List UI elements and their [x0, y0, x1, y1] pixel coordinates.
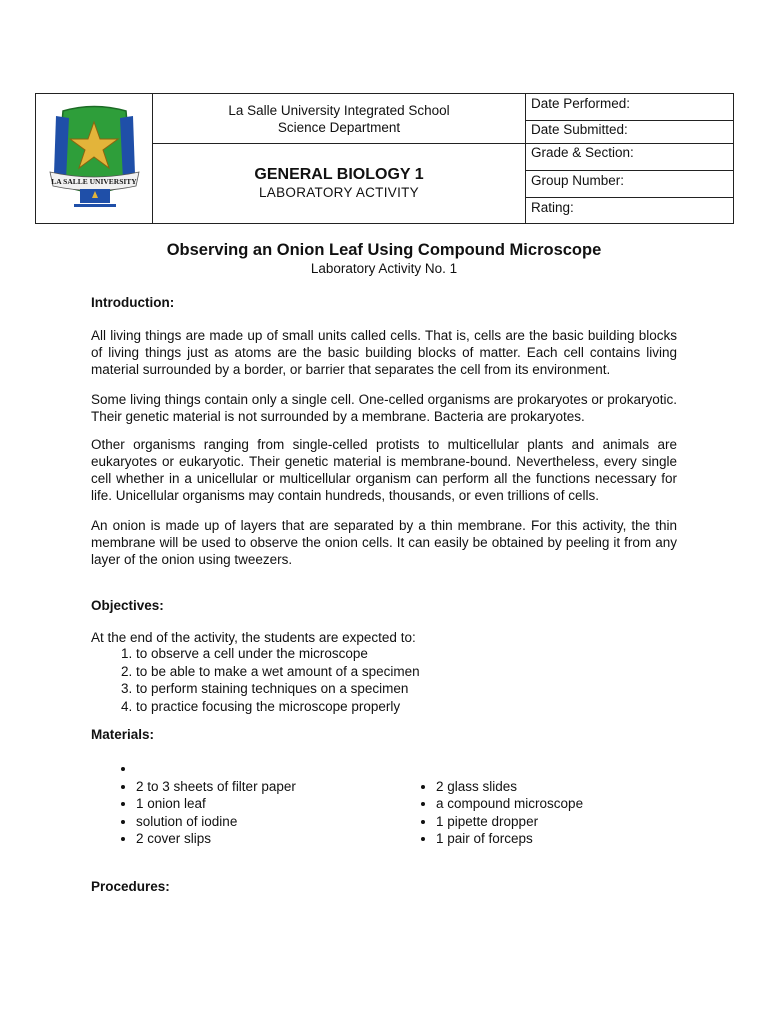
date-submitted-field[interactable]: Date Submitted:	[526, 121, 734, 144]
intro-paragraph-4: An onion is made up of layers that are separated by a thin membrane. For this activity, the thin membrane will be used to observe the onion cells. It can easily be obtained by peeling it from any layer of the onion using tweezers.	[91, 518, 677, 567]
department-name: Science Department	[277, 120, 401, 135]
school-logo	[36, 94, 153, 223]
info-fields	[525, 94, 733, 223]
material-item: • a compound microscope	[436, 795, 583, 813]
course-title: GENERAL BIOLOGY 1	[254, 166, 424, 183]
objectives-list	[91, 645, 420, 715]
activity-subtitle: Laboratory Activity No. 1	[310, 261, 458, 276]
objective-item: 1. to observe a cell under the microscope	[136, 645, 420, 663]
material-item: • 1 pipette dropper	[436, 813, 583, 831]
course-subtitle: LABORATORY ACTIVITY	[258, 185, 419, 200]
course-cell	[153, 144, 525, 223]
procedures-heading: Procedures:	[91, 879, 170, 894]
rating-field[interactable]: Rating:	[531, 200, 574, 215]
grade-section-field[interactable]: Grade & Section:	[526, 144, 734, 171]
objective-item: 2. to be able to make a wet amount of a specimen	[136, 663, 420, 681]
institution-cell	[153, 94, 525, 144]
header-table	[35, 93, 734, 224]
objective-item: 3. to perform staining techniques on a specimen	[136, 680, 420, 698]
material-item: • 1 onion leaf	[136, 795, 296, 813]
introduction-heading: Introduction:	[91, 295, 175, 310]
date-performed-field[interactable]: Date Performed:	[526, 94, 734, 121]
objective-item: 4. to practice focusing the microscope properly	[136, 698, 420, 716]
intro-paragraph-2: Some living things contain only a single cell. One-celled organisms are prokaryotes or prokaryotic. Their genetic material is not surrounded by a membrane. Bacteria are prokaryotes.	[91, 392, 677, 424]
group-number-field[interactable]: Group Number:	[526, 171, 734, 198]
materials-list-left	[91, 760, 296, 848]
activity-title: Observing an Onion Leaf Using Compound Microscope	[166, 241, 602, 259]
materials-heading: Materials:	[91, 727, 155, 742]
materials-list-right	[391, 778, 583, 848]
objectives-heading: Objectives:	[91, 598, 164, 613]
material-item	[136, 760, 296, 778]
material-item: • 1 pair of forceps	[436, 830, 583, 848]
material-item: • 2 glass slides	[436, 778, 583, 796]
intro-paragraph-1: All living things are made up of small units called cells. That is, cells are the basic building blocks of living things just as atoms are the basic building blocks of matter. Each cell contains living material surrounded by a border, or barrier that separates the cell from its environment.	[91, 328, 677, 377]
material-item: • 2 cover slips	[136, 830, 296, 848]
material-item: • 2 to 3 sheets of filter paper	[136, 778, 296, 796]
logo-cell	[36, 94, 153, 223]
intro-paragraph-3: Other organisms ranging from single-celled protists to multicellular plants and animals are eukaryotes or eukaryotic. Their genetic material is membrane-bound. Nevertheless, every single cell whether in a unicellular or multicellular organism can perform all the functions necessary for life. Unicellular organisms may contain hundreds, thousands, or even trillions of cells.	[91, 437, 677, 503]
objectives-intro: At the end of the activity, the students are expected to:	[91, 630, 416, 645]
material-item: • solution of iodine	[136, 813, 296, 831]
institution-name: La Salle University Integrated School	[228, 103, 450, 118]
logo-text: LA SALLE UNIVERSITY	[51, 177, 137, 186]
